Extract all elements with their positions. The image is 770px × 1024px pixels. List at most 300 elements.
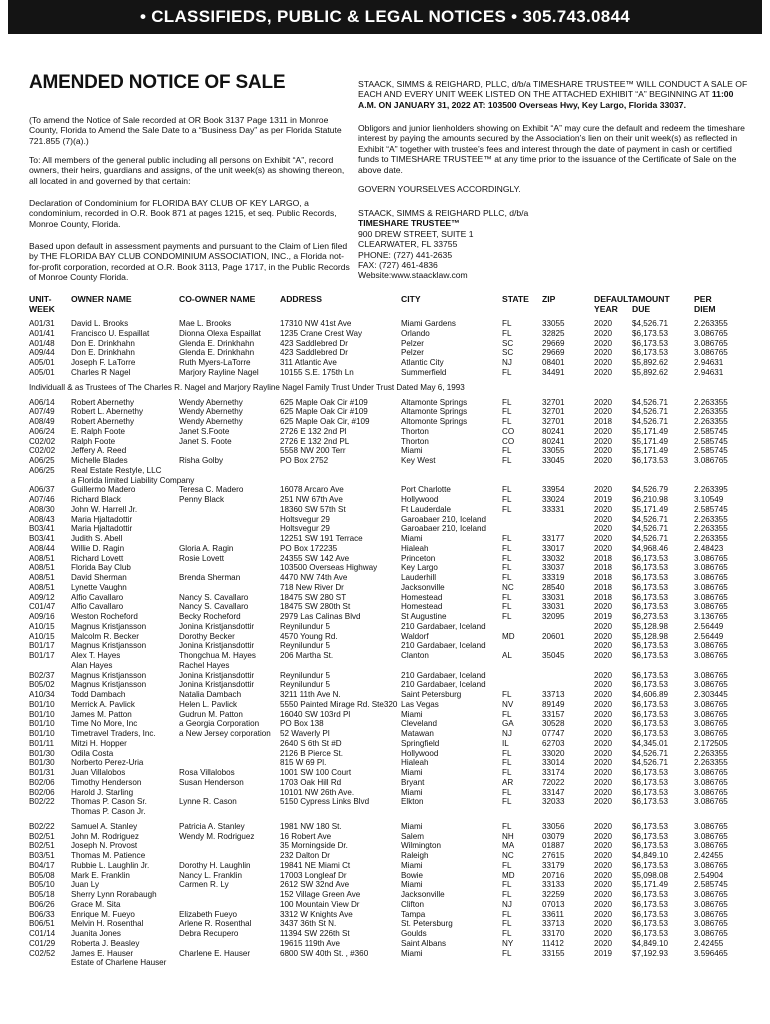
cell-owner-name: Samuel A. Stanley <box>71 821 138 831</box>
table-row <box>0 398 770 408</box>
cell-per-diem: 3.086765 <box>694 768 728 777</box>
cell-coowner-name: Patricia A. Stanley <box>179 821 245 831</box>
cell-per-diem: 2.585745 <box>694 880 728 890</box>
cell-default-year: 2020 <box>594 909 613 919</box>
table-row <box>0 544 770 554</box>
cell-state: NY <box>502 938 514 948</box>
cell-unit-week: B02/22 <box>29 821 55 831</box>
cell-amount-due: $6,173.53 <box>632 573 669 582</box>
cell-amount-due: $6,173.53 <box>632 860 669 870</box>
cell-coowner-name: Teresa C. Madero <box>179 485 244 495</box>
cell-per-diem: 3.086765 <box>694 563 728 573</box>
table-row <box>0 939 770 949</box>
table-row <box>0 593 770 603</box>
cell-city: Hollywood <box>401 748 439 758</box>
cell-address: 2126 B Pierce St. <box>280 748 343 758</box>
cell-address: Holtsvegur 29 <box>280 514 330 524</box>
cell-zip: 33177 <box>542 534 565 543</box>
cell-state: FL <box>502 553 512 563</box>
cell-amount-due: $5,171.49 <box>632 426 669 436</box>
cell-coowner-name: Nancy S. Cavallaro <box>179 592 249 602</box>
cell-owner-name: Estate of Charlene Hauser <box>71 958 167 968</box>
cell-owner-name: James M. Patton <box>71 709 132 719</box>
table-row <box>0 958 770 968</box>
table-row <box>0 822 770 832</box>
cell-owner-name: Don E. Drinkhahn <box>71 338 135 348</box>
cell-amount-due: $6,173.53 <box>632 919 669 929</box>
table-row <box>0 880 770 890</box>
table-row <box>0 729 770 739</box>
cell-unit-week: B01/30 <box>29 758 55 768</box>
cell-amount-due: $6,173.53 <box>632 582 669 592</box>
cell-city: Miami <box>401 446 423 456</box>
header-coowner: CO-OWNER NAME <box>179 294 256 304</box>
cell-state: FL <box>502 573 512 582</box>
cell-unit-week: B01/30 <box>29 748 55 758</box>
cell-coowner-name: Gudrun M. Patton <box>179 709 243 719</box>
trust-note: Individuall & as Trustees of The Charles R. Nagel and Marjory Rayline Nagel Family Trust Under Trust Dated May 6, 1993 <box>29 382 465 392</box>
cell-address: 10155 S.E. 175th Ln <box>280 367 354 377</box>
cell-city: Elkton <box>401 797 424 807</box>
cell-unit-week: A07/46 <box>29 495 55 504</box>
cell-unit-week: A01/31 <box>29 319 55 328</box>
cell-unit-week: A09/12 <box>29 592 55 602</box>
cell-owner-name: Norberto Perez-Uria <box>71 758 144 768</box>
cell-coowner-name: Wendy Abernethy <box>179 407 243 417</box>
cell-per-diem: 3.136765 <box>694 612 728 621</box>
cell-owner-name: Joseph F. LaTorre <box>71 358 136 367</box>
header-zip: ZIP <box>542 294 556 304</box>
cell-state: NJ <box>502 358 512 367</box>
cell-city: Homestead <box>401 592 443 602</box>
cell-owner-name: Francisco U. Espaillat <box>71 328 150 338</box>
cell-coowner-name: Risha Golby <box>179 456 224 465</box>
cell-default-year: 2020 <box>594 719 613 729</box>
cell-per-diem: 3.086765 <box>694 729 728 738</box>
cell-per-diem: 3.086765 <box>694 338 728 348</box>
cell-city: Miami <box>401 709 423 719</box>
cell-state: FL <box>502 821 512 831</box>
cell-per-diem: 3.086765 <box>694 699 728 709</box>
cell-address: 17003 Longleaf Dr <box>280 870 347 880</box>
cell-default-year: 2020 <box>594 367 613 377</box>
cell-zip: 20601 <box>542 631 565 641</box>
cell-coowner-name: Arlene R. Rosenthal <box>179 919 252 929</box>
cell-default-year: 2020 <box>594 738 613 748</box>
cell-city: Orlando <box>401 328 430 338</box>
cell-address: 18475 SW 280 ST <box>280 592 347 602</box>
cell-state: FL <box>502 602 512 612</box>
cell-owner-name: Magnus Kristjansson <box>71 670 147 680</box>
table-row <box>0 358 770 368</box>
cell-amount-due: $6,173.53 <box>632 680 669 690</box>
cell-state: FL <box>502 748 512 758</box>
cell-state: FL <box>502 919 512 929</box>
table-row <box>0 573 770 583</box>
cell-unit-week: B01/17 <box>29 651 55 660</box>
to-members-paragraph: To: All members of the general public including all persons on Exhibit “A”, record owners, their heirs, guardians and assigns, of the unit week(s) as showing thereon, all located in and governed by that certain: <box>29 155 345 186</box>
cell-address: Holtsvegur 29 <box>280 524 330 534</box>
cell-city: Saint Petersburg <box>401 690 462 699</box>
cell-city: Hialeah <box>401 543 429 553</box>
contact-trustee: TIMESHARE TRUSTEE™ <box>358 218 460 229</box>
cell-state: NC <box>502 851 514 860</box>
cell-city: Homestead <box>401 602 443 612</box>
cell-zip: 33055 <box>542 446 565 456</box>
cell-default-year: 2020 <box>594 841 613 851</box>
cell-state: AL <box>502 651 512 660</box>
sale-intro-time: 11:00 A.M. ON JANUARY 31, 2022 AT: 103500 Overseas Hwy, Key Largo, Florida 33037. <box>358 89 734 110</box>
cell-address: 16040 SW 103rd Pl <box>280 709 351 719</box>
contact-fax: FAX: (727) 461-4836 <box>358 260 438 271</box>
cell-unit-week: B01/31 <box>29 768 55 777</box>
cell-per-diem: 2.263355 <box>694 514 728 524</box>
cell-unit-week: A05/01 <box>29 358 55 367</box>
cell-owner-name: Time No More, Inc <box>71 719 138 729</box>
table-row <box>0 690 770 700</box>
cell-owner-name: Florida Bay Club <box>71 563 131 573</box>
cell-zip: 33037 <box>542 563 565 573</box>
cell-owner-name: James E. Hauser <box>71 948 134 958</box>
cell-per-diem: 3.086765 <box>694 929 728 938</box>
table-row <box>0 758 770 768</box>
cell-city: Ft Lauderdale <box>401 504 451 514</box>
cell-address: 2612 SW 32nd Ave <box>280 880 350 890</box>
cell-zip: 33331 <box>542 504 565 514</box>
cell-per-diem: 3.086765 <box>694 719 728 729</box>
cell-state: FL <box>502 456 512 465</box>
cell-owner-name: Robert Abernethy <box>71 397 134 407</box>
cell-default-year: 2020 <box>594 338 613 348</box>
cell-coowner-name: Wendy Abernethy <box>179 417 243 426</box>
cell-zip: 32701 <box>542 407 565 417</box>
cell-default-year: 2020 <box>594 651 613 660</box>
cell-per-diem: 2.56449 <box>694 631 724 641</box>
cell-amount-due: $4,526.71 <box>632 514 669 524</box>
cell-address: 2979 Las Calinas Blvd <box>280 612 361 621</box>
cell-city: 210 Gardabaer, Iceland <box>401 670 486 680</box>
cell-state: FL <box>502 495 512 504</box>
cell-per-diem: 3.086765 <box>694 553 728 563</box>
cell-zip: 08401 <box>542 358 565 367</box>
cell-default-year: 2020 <box>594 641 613 651</box>
cell-address: PO Box 138 <box>280 719 324 729</box>
cell-zip: 33713 <box>542 690 565 699</box>
header-state: STATE <box>502 294 529 304</box>
cell-state: IL <box>502 738 509 748</box>
cell-zip: 30528 <box>542 719 565 729</box>
cell-address: 251 NW 67th Ave <box>280 495 343 504</box>
cell-unit-week: A08/30 <box>29 504 55 514</box>
cell-default-year: 2018 <box>594 417 613 426</box>
cell-amount-due: $6,173.53 <box>632 709 669 719</box>
table-row <box>0 446 770 456</box>
cell-unit-week: C01/14 <box>29 929 56 938</box>
table-row <box>0 739 770 749</box>
cell-unit-week: C01/47 <box>29 602 56 612</box>
cell-coowner-name: Nancy L. Franklin <box>179 870 242 880</box>
cell-default-year: 2020 <box>594 748 613 758</box>
cell-default-year: 2020 <box>594 797 613 807</box>
table-row <box>0 534 770 544</box>
cell-amount-due: $6,173.53 <box>632 456 669 465</box>
table-row <box>0 900 770 910</box>
cell-unit-week: A06/24 <box>29 426 55 436</box>
cell-owner-name: Richard Black <box>71 495 121 504</box>
cell-unit-week: C02/02 <box>29 446 56 456</box>
cell-default-year: 2020 <box>594 602 613 612</box>
cell-state: SC <box>502 338 514 348</box>
cell-per-diem: 2.263355 <box>694 524 728 534</box>
table-row <box>0 456 770 466</box>
cell-per-diem: 3.086765 <box>694 860 728 870</box>
cell-unit-week: B04/17 <box>29 860 55 870</box>
cell-coowner-name: Elizabeth Fueyo <box>179 909 238 919</box>
cell-default-year: 2020 <box>594 787 613 797</box>
table-row <box>0 417 770 427</box>
cell-address: PO Box 172235 <box>280 543 338 553</box>
cell-per-diem: 3.086765 <box>694 890 728 899</box>
cell-owner-name: Juan Villalobos <box>71 768 126 777</box>
cell-zip: 32259 <box>542 890 565 899</box>
table-row <box>0 524 770 534</box>
cell-city: Miami Gardens <box>401 319 456 328</box>
cell-default-year: 2020 <box>594 777 613 787</box>
cell-city: Miami <box>401 534 423 543</box>
cell-state: FL <box>502 890 512 899</box>
cell-amount-due: $5,892.62 <box>632 358 669 367</box>
cell-owner-name: Mitzi H. Hopper <box>71 738 127 748</box>
cell-coowner-name: Dorothy H. Laughlin <box>179 860 251 870</box>
cell-unit-week: A08/51 <box>29 553 55 563</box>
cell-address: 103500 Overseas Highway <box>280 563 378 573</box>
cell-per-diem: 3.086765 <box>694 777 728 787</box>
cell-default-year: 2020 <box>594 831 613 841</box>
cell-amount-due: $7,192.93 <box>632 948 669 958</box>
cell-default-year: 2020 <box>594 436 613 446</box>
cell-default-year: 2020 <box>594 860 613 870</box>
cell-unit-week: B05/02 <box>29 680 55 690</box>
cell-owner-name: Harold J. Starling <box>71 787 134 797</box>
cell-owner-name: Merrick A. Pavlick <box>71 699 135 709</box>
cell-city: Bowie <box>401 870 424 880</box>
table-row <box>0 622 770 632</box>
cell-per-diem: 3.086765 <box>694 831 728 841</box>
cell-unit-week: B02/06 <box>29 787 55 797</box>
exhibit-table <box>0 319 770 968</box>
contact-city: CLEARWATER, FL 33755 <box>358 239 458 250</box>
cell-unit-week: B05/08 <box>29 870 55 880</box>
cell-unit-week: B02/37 <box>29 670 55 680</box>
cell-state: FL <box>502 787 512 797</box>
cell-amount-due: $4,526.71 <box>632 397 669 407</box>
cell-address: PO Box 2752 <box>280 456 329 465</box>
cell-coowner-name: Charlene E. Hauser <box>179 948 251 958</box>
cell-amount-due: $4,526.79 <box>632 485 669 495</box>
cell-zip: 33045 <box>542 456 565 465</box>
cell-per-diem: 2.42455 <box>694 938 724 948</box>
cell-state: FL <box>502 319 512 328</box>
table-row <box>0 319 770 329</box>
cell-unit-week: B03/41 <box>29 534 55 543</box>
cell-amount-due: $4,526.71 <box>632 407 669 417</box>
cell-city: St Augustine <box>401 612 447 621</box>
cell-per-diem: 2.94631 <box>694 358 724 367</box>
cell-per-diem: 2.48423 <box>694 543 724 553</box>
header-unit: UNIT- WEEK <box>29 294 55 315</box>
cell-city: Atlantic City <box>401 358 444 367</box>
cell-zip: 27615 <box>542 851 565 860</box>
cell-unit-week: B01/10 <box>29 699 55 709</box>
cell-state: GA <box>502 719 514 729</box>
cell-amount-due: $6,173.53 <box>632 651 669 660</box>
table-row <box>0 651 770 661</box>
cell-coowner-name: Gloria A. Ragin <box>179 543 234 553</box>
cell-unit-week: B03/41 <box>29 524 55 534</box>
cell-city: Jacksonville <box>401 890 445 899</box>
table-row <box>0 861 770 871</box>
cell-state: FL <box>502 948 512 958</box>
table-row <box>0 554 770 564</box>
table-row <box>0 871 770 881</box>
cell-address: 423 Saddlebred Dr <box>280 348 348 358</box>
cell-unit-week: A06/14 <box>29 397 55 407</box>
cell-amount-due: $6,173.53 <box>632 777 669 787</box>
cell-state: FL <box>502 612 512 621</box>
cell-amount-due: $4,849.10 <box>632 938 669 948</box>
cell-city: Altamonte Springs <box>401 397 468 407</box>
cell-state: FL <box>502 328 512 338</box>
cell-owner-name: Real Estate Restyle, LLC <box>71 465 162 475</box>
cell-owner-name: Thomas M. Patience <box>71 851 146 860</box>
cell-amount-due: $5,171.49 <box>632 446 669 456</box>
cell-per-diem: 3.086765 <box>694 899 728 909</box>
cell-address: 12251 SW 191 Terrace <box>280 534 363 543</box>
cell-default-year: 2018 <box>594 573 613 582</box>
cell-owner-name: Thomas P. Cason Jr. <box>71 807 146 816</box>
cell-coowner-name: Lynne R. Cason <box>179 797 237 807</box>
table-row <box>0 329 770 339</box>
cell-coowner-name: Marjory Rayline Nagel <box>179 367 259 377</box>
cell-owner-name: Ralph Foote <box>71 436 116 446</box>
cell-per-diem: 2.263355 <box>694 319 728 328</box>
cell-state: FL <box>502 797 512 807</box>
cell-default-year: 2019 <box>594 495 613 504</box>
cell-address: 17310 NW 41st Ave <box>280 319 352 328</box>
cell-coowner-name: Jonina Kristjansdottir <box>179 621 255 631</box>
cell-address: 1703 Oak Hill Rd <box>280 777 342 787</box>
cell-address: Reynilundur 5 <box>280 670 330 680</box>
cell-coowner-name: Susan Henderson <box>179 777 244 787</box>
cell-unit-week: B02/51 <box>29 831 55 841</box>
cell-state: MA <box>502 841 515 851</box>
cell-amount-due: $5,171.49 <box>632 436 669 446</box>
cell-zip: 33014 <box>542 758 565 768</box>
cell-unit-week: A10/15 <box>29 631 55 641</box>
cell-amount-due: $6,173.53 <box>632 670 669 680</box>
cell-coowner-name: Penny Black <box>179 495 224 504</box>
cell-state: FL <box>502 709 512 719</box>
cell-address: 2640 S 6th St #D <box>280 738 342 748</box>
table-row <box>0 437 770 447</box>
cell-coowner-name: Becky Rocheford <box>179 612 241 621</box>
cell-per-diem: 3.086765 <box>694 592 728 602</box>
cell-zip: 33157 <box>542 709 565 719</box>
table-row <box>0 661 770 671</box>
cell-city: Thorton <box>401 426 429 436</box>
cell-owner-name: Willie D. Ragin <box>71 543 125 553</box>
cell-city: Pelzer <box>401 338 424 348</box>
cell-default-year: 2020 <box>594 543 613 553</box>
cell-state: NC <box>502 582 514 592</box>
table-row <box>0 832 770 842</box>
cell-zip: 01887 <box>542 841 565 851</box>
cell-default-year: 2020 <box>594 456 613 465</box>
cell-address: 206 Martha St. <box>280 651 334 660</box>
cell-owner-name: Juan Ly <box>71 880 100 890</box>
cell-default-year: 2020 <box>594 821 613 831</box>
cell-address: 1235 Crane Crest Way <box>280 328 363 338</box>
cell-per-diem: 3.086765 <box>694 919 728 929</box>
cell-zip: 20716 <box>542 870 565 880</box>
cell-zip: 32033 <box>542 797 565 807</box>
cell-amount-due: $6,173.53 <box>632 602 669 612</box>
cell-unit-week: C01/29 <box>29 938 56 948</box>
cell-city: Tampa <box>401 909 426 919</box>
govern-paragraph: GOVERN YOURSELVES ACCORDINGLY. <box>358 184 521 194</box>
header-owner: OWNER NAME <box>71 294 132 304</box>
cell-per-diem: 2.585745 <box>694 426 728 436</box>
cell-address: 35 Morningside Dr. <box>280 841 348 851</box>
cell-zip: 33056 <box>542 821 565 831</box>
cell-city: 210 Gardabaer, Iceland <box>401 680 486 690</box>
cell-owner-name: Magnus Kristjansson <box>71 621 147 631</box>
cell-state: FL <box>502 690 512 699</box>
cell-address: 625 Maple Oak Cir, #109 <box>280 417 370 426</box>
cell-owner-name: Maria Hjaltadottir <box>71 524 133 534</box>
cell-amount-due: $6,173.53 <box>632 831 669 841</box>
cell-default-year: 2020 <box>594 768 613 777</box>
cell-amount-due: $6,173.53 <box>632 787 669 797</box>
cell-amount-due: $6,210.98 <box>632 495 669 504</box>
cell-unit-week: B06/26 <box>29 899 55 909</box>
cell-owner-name: John M. Rodriguez <box>71 831 139 841</box>
cell-amount-due: $6,173.53 <box>632 890 669 899</box>
cell-per-diem: 2.263355 <box>694 397 728 407</box>
cell-state: FL <box>502 417 512 426</box>
cell-default-year: 2018 <box>594 553 613 563</box>
table-row <box>0 632 770 642</box>
cell-unit-week: B03/51 <box>29 851 55 860</box>
cell-city: Bryant <box>401 777 425 787</box>
cell-default-year: 2020 <box>594 929 613 938</box>
cell-unit-week: A07/49 <box>29 407 55 417</box>
cell-city: Miami <box>401 860 423 870</box>
cell-amount-due: $4,606.89 <box>632 690 669 699</box>
table-row <box>0 680 770 690</box>
cell-unit-week: C02/52 <box>29 948 56 958</box>
cell-amount-due: $6,173.53 <box>632 328 669 338</box>
cell-unit-week: A06/25 <box>29 465 55 475</box>
cell-owner-name: Timetravel Traders, Inc. <box>71 729 156 738</box>
cell-amount-due: $4,526.71 <box>632 748 669 758</box>
cell-unit-week: A09/16 <box>29 612 55 621</box>
cell-city: Clifton <box>401 899 424 909</box>
cell-zip: 33133 <box>542 880 565 890</box>
cell-per-diem: 3.086765 <box>694 328 728 338</box>
cell-owner-name: Judith S. Abell <box>71 534 123 543</box>
cell-city: Miami <box>401 880 423 890</box>
